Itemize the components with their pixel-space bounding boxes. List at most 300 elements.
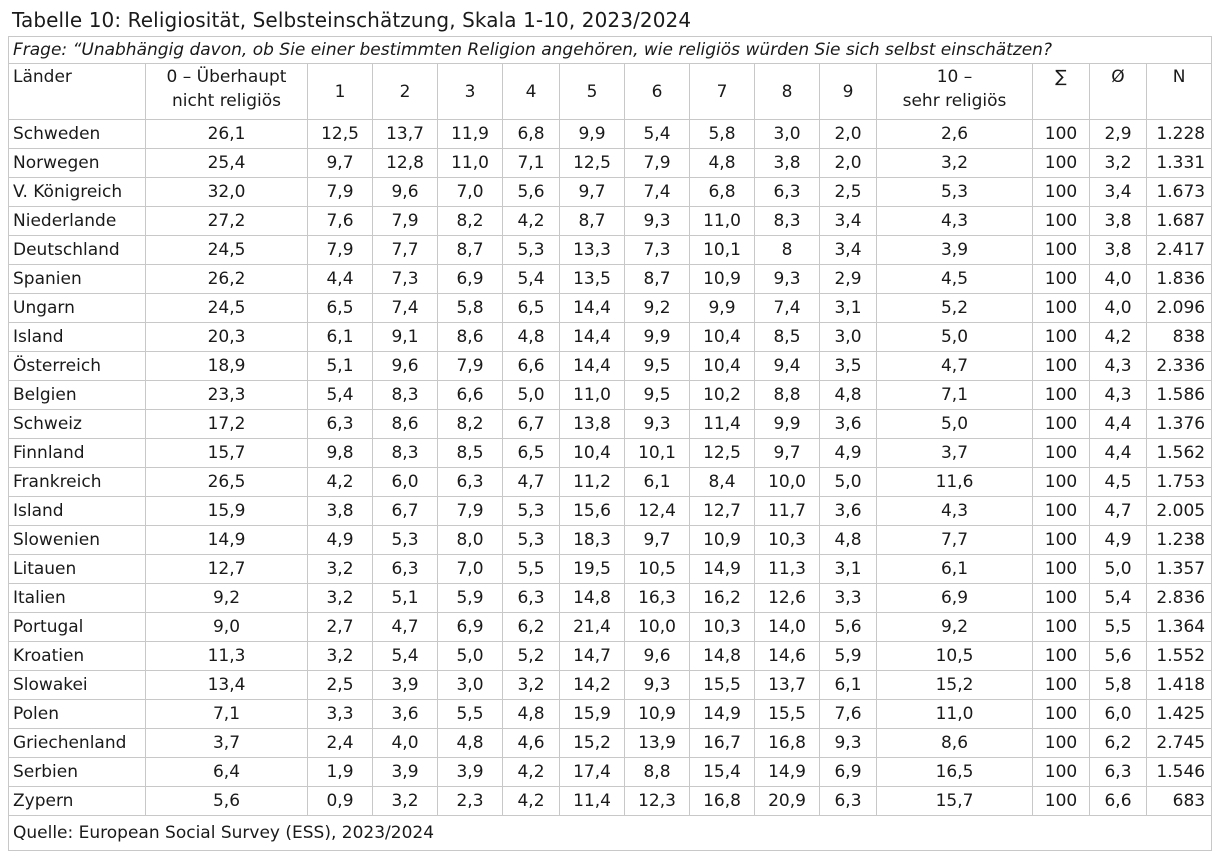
cell-scale-10: 15,2	[877, 671, 1033, 700]
cell-scale-10: 4,3	[877, 207, 1033, 236]
header-sum: ∑	[1033, 64, 1090, 120]
cell-scale-10: 4,5	[877, 265, 1033, 294]
cell-scale-8: 20,9	[755, 787, 820, 816]
table-body	[9, 120, 1212, 816]
cell-scale-3: 11,9	[438, 120, 503, 149]
cell-scale-4: 5,0	[503, 381, 560, 410]
cell-n: 1.228	[1147, 120, 1212, 149]
cell-average: 4,2	[1090, 323, 1147, 352]
cell-average: 2,9	[1090, 120, 1147, 149]
cell-scale-6: 8,7	[625, 265, 690, 294]
cell-average: 4,4	[1090, 410, 1147, 439]
cell-scale-0: 9,0	[146, 613, 308, 642]
cell-scale-6: 9,3	[625, 410, 690, 439]
cell-scale-1: 6,3	[308, 410, 373, 439]
cell-scale-7: 12,7	[690, 497, 755, 526]
cell-scale-3: 5,0	[438, 642, 503, 671]
cell-scale-8: 15,5	[755, 700, 820, 729]
cell-scale-4: 4,2	[503, 207, 560, 236]
header-scale-1: 1	[308, 64, 373, 120]
cell-scale-2: 13,7	[373, 120, 438, 149]
cell-scale-9: 2,0	[820, 120, 877, 149]
table-row	[9, 439, 1212, 468]
cell-scale-4: 5,2	[503, 642, 560, 671]
cell-average: 3,2	[1090, 149, 1147, 178]
cell-scale-3: 5,5	[438, 700, 503, 729]
cell-scale-4: 4,6	[503, 729, 560, 758]
cell-scale-4: 6,2	[503, 613, 560, 642]
table-row	[9, 207, 1212, 236]
cell-scale-2: 9,6	[373, 178, 438, 207]
document	[8, 6, 1206, 851]
cell-scale-1: 7,9	[308, 178, 373, 207]
cell-scale-1: 2,4	[308, 729, 373, 758]
cell-sum: 100	[1033, 410, 1090, 439]
cell-scale-7: 10,2	[690, 381, 755, 410]
cell-sum: 100	[1033, 352, 1090, 381]
cell-n: 1.836	[1147, 265, 1212, 294]
cell-scale-3: 8,2	[438, 207, 503, 236]
cell-scale-5: 14,4	[560, 323, 625, 352]
cell-scale-7: 4,8	[690, 149, 755, 178]
cell-average: 3,4	[1090, 178, 1147, 207]
cell-scale-5: 14,4	[560, 294, 625, 323]
cell-scale-6: 9,2	[625, 294, 690, 323]
cell-scale-5: 14,4	[560, 352, 625, 381]
cell-scale-1: 7,6	[308, 207, 373, 236]
cell-scale-7: 11,0	[690, 207, 755, 236]
cell-average: 4,4	[1090, 439, 1147, 468]
cell-scale-10: 5,3	[877, 178, 1033, 207]
cell-scale-2: 4,7	[373, 613, 438, 642]
cell-scale-3: 8,2	[438, 410, 503, 439]
cell-scale-7: 12,5	[690, 439, 755, 468]
cell-scale-5: 10,4	[560, 439, 625, 468]
cell-country: Polen	[9, 700, 146, 729]
table-row	[9, 758, 1212, 787]
cell-scale-0: 24,5	[146, 294, 308, 323]
cell-scale-2: 9,6	[373, 352, 438, 381]
cell-scale-8: 14,0	[755, 613, 820, 642]
cell-scale-3: 6,9	[438, 613, 503, 642]
cell-scale-1: 3,2	[308, 555, 373, 584]
cell-scale-2: 3,2	[373, 787, 438, 816]
cell-average: 5,4	[1090, 584, 1147, 613]
cell-scale-7: 16,7	[690, 729, 755, 758]
cell-country: Frankreich	[9, 468, 146, 497]
cell-sum: 100	[1033, 642, 1090, 671]
header-scale-2: 2	[373, 64, 438, 120]
cell-scale-8: 9,3	[755, 265, 820, 294]
cell-scale-5: 9,7	[560, 178, 625, 207]
cell-scale-6: 9,5	[625, 381, 690, 410]
cell-scale-4: 6,5	[503, 439, 560, 468]
cell-scale-9: 7,6	[820, 700, 877, 729]
cell-scale-0: 26,2	[146, 265, 308, 294]
cell-average: 4,7	[1090, 497, 1147, 526]
cell-n: 1.357	[1147, 555, 1212, 584]
cell-sum: 100	[1033, 700, 1090, 729]
cell-scale-6: 5,4	[625, 120, 690, 149]
cell-scale-4: 6,8	[503, 120, 560, 149]
header-scale-4: 4	[503, 64, 560, 120]
cell-scale-0: 24,5	[146, 236, 308, 265]
cell-scale-0: 32,0	[146, 178, 308, 207]
cell-n: 1.586	[1147, 381, 1212, 410]
table-row	[9, 381, 1212, 410]
cell-scale-8: 10,0	[755, 468, 820, 497]
cell-scale-1: 6,1	[308, 323, 373, 352]
cell-scale-6: 8,8	[625, 758, 690, 787]
cell-n: 1.418	[1147, 671, 1212, 700]
cell-scale-9: 3,3	[820, 584, 877, 613]
cell-scale-9: 2,0	[820, 149, 877, 178]
cell-scale-4: 3,2	[503, 671, 560, 700]
cell-scale-10: 7,1	[877, 381, 1033, 410]
cell-scale-8: 14,9	[755, 758, 820, 787]
cell-scale-2: 5,4	[373, 642, 438, 671]
cell-scale-5: 15,6	[560, 497, 625, 526]
cell-scale-8: 9,9	[755, 410, 820, 439]
cell-scale-2: 7,4	[373, 294, 438, 323]
cell-country: Griechenland	[9, 729, 146, 758]
cell-scale-3: 5,9	[438, 584, 503, 613]
cell-average: 6,2	[1090, 729, 1147, 758]
cell-scale-8: 13,7	[755, 671, 820, 700]
cell-scale-4: 5,5	[503, 555, 560, 584]
cell-scale-10: 3,9	[877, 236, 1033, 265]
cell-sum: 100	[1033, 265, 1090, 294]
cell-sum: 100	[1033, 323, 1090, 352]
cell-scale-4: 5,3	[503, 497, 560, 526]
cell-scale-6: 10,9	[625, 700, 690, 729]
cell-scale-0: 18,9	[146, 352, 308, 381]
cell-scale-1: 5,1	[308, 352, 373, 381]
cell-scale-3: 7,0	[438, 555, 503, 584]
cell-n: 1.331	[1147, 149, 1212, 178]
cell-country: Slowenien	[9, 526, 146, 555]
cell-n: 1.376	[1147, 410, 1212, 439]
cell-scale-3: 6,9	[438, 265, 503, 294]
cell-scale-8: 3,0	[755, 120, 820, 149]
cell-scale-10: 8,6	[877, 729, 1033, 758]
cell-sum: 100	[1033, 526, 1090, 555]
cell-scale-5: 11,4	[560, 787, 625, 816]
cell-sum: 100	[1033, 178, 1090, 207]
cell-average: 5,0	[1090, 555, 1147, 584]
cell-scale-10: 3,7	[877, 439, 1033, 468]
cell-scale-5: 18,3	[560, 526, 625, 555]
cell-scale-6: 10,5	[625, 555, 690, 584]
table-row	[9, 555, 1212, 584]
cell-scale-0: 7,1	[146, 700, 308, 729]
cell-country: Zypern	[9, 787, 146, 816]
cell-average: 3,8	[1090, 236, 1147, 265]
cell-scale-7: 8,4	[690, 468, 755, 497]
cell-scale-5: 19,5	[560, 555, 625, 584]
cell-scale-2: 7,3	[373, 265, 438, 294]
cell-scale-4: 4,7	[503, 468, 560, 497]
cell-scale-1: 3,2	[308, 584, 373, 613]
cell-n: 2.745	[1147, 729, 1212, 758]
cell-scale-2: 3,6	[373, 700, 438, 729]
cell-scale-1: 4,9	[308, 526, 373, 555]
cell-scale-1: 6,5	[308, 294, 373, 323]
cell-scale-5: 15,9	[560, 700, 625, 729]
cell-scale-2: 12,8	[373, 149, 438, 178]
header-n: N	[1147, 64, 1212, 120]
cell-scale-0: 26,5	[146, 468, 308, 497]
table-row	[9, 323, 1212, 352]
cell-scale-1: 3,8	[308, 497, 373, 526]
cell-scale-7: 6,8	[690, 178, 755, 207]
cell-country: Kroatien	[9, 642, 146, 671]
cell-n: 2.005	[1147, 497, 1212, 526]
cell-n: 1.425	[1147, 700, 1212, 729]
cell-scale-2: 3,9	[373, 758, 438, 787]
cell-scale-9: 4,8	[820, 381, 877, 410]
cell-sum: 100	[1033, 468, 1090, 497]
cell-sum: 100	[1033, 207, 1090, 236]
table-row	[9, 613, 1212, 642]
header-scale-3: 3	[438, 64, 503, 120]
cell-scale-9: 2,9	[820, 265, 877, 294]
cell-n: 1.364	[1147, 613, 1212, 642]
table-row	[9, 642, 1212, 671]
cell-scale-6: 12,3	[625, 787, 690, 816]
cell-scale-9: 3,4	[820, 236, 877, 265]
header-scale-5: 5	[560, 64, 625, 120]
cell-scale-3: 8,6	[438, 323, 503, 352]
cell-scale-9: 3,5	[820, 352, 877, 381]
cell-scale-7: 10,4	[690, 323, 755, 352]
cell-scale-5: 17,4	[560, 758, 625, 787]
cell-scale-6: 9,6	[625, 642, 690, 671]
cell-scale-4: 4,2	[503, 787, 560, 816]
cell-scale-9: 3,6	[820, 497, 877, 526]
cell-scale-9: 3,4	[820, 207, 877, 236]
cell-scale-1: 9,8	[308, 439, 373, 468]
cell-scale-0: 5,6	[146, 787, 308, 816]
cell-country: Ungarn	[9, 294, 146, 323]
cell-n: 838	[1147, 323, 1212, 352]
cell-scale-7: 11,4	[690, 410, 755, 439]
cell-scale-8: 11,3	[755, 555, 820, 584]
cell-scale-6: 9,3	[625, 671, 690, 700]
cell-scale-7: 14,8	[690, 642, 755, 671]
cell-n: 2.336	[1147, 352, 1212, 381]
header-scale-6: 6	[625, 64, 690, 120]
cell-scale-8: 10,3	[755, 526, 820, 555]
cell-scale-2: 9,1	[373, 323, 438, 352]
cell-sum: 100	[1033, 613, 1090, 642]
header-scale-0-line1: 0 – Überhaupt	[166, 67, 287, 87]
cell-scale-6: 9,9	[625, 323, 690, 352]
cell-sum: 100	[1033, 758, 1090, 787]
cell-country: Litauen	[9, 555, 146, 584]
cell-scale-6: 9,3	[625, 207, 690, 236]
cell-scale-5: 13,5	[560, 265, 625, 294]
table-row	[9, 700, 1212, 729]
header-scale-0-line2: nicht religiös	[172, 91, 281, 111]
cell-scale-6: 7,4	[625, 178, 690, 207]
cell-scale-4: 6,7	[503, 410, 560, 439]
cell-scale-0: 6,4	[146, 758, 308, 787]
cell-n: 2.836	[1147, 584, 1212, 613]
cell-scale-10: 2,6	[877, 120, 1033, 149]
cell-scale-9: 3,6	[820, 410, 877, 439]
cell-scale-3: 8,5	[438, 439, 503, 468]
cell-n: 1.687	[1147, 207, 1212, 236]
cell-country: Norwegen	[9, 149, 146, 178]
cell-scale-0: 14,9	[146, 526, 308, 555]
cell-country: V. Königreich	[9, 178, 146, 207]
cell-country: Portugal	[9, 613, 146, 642]
cell-scale-4: 5,6	[503, 178, 560, 207]
cell-scale-7: 10,1	[690, 236, 755, 265]
table-row	[9, 352, 1212, 381]
cell-sum: 100	[1033, 120, 1090, 149]
cell-scale-10: 10,5	[877, 642, 1033, 671]
cell-n: 2.417	[1147, 236, 1212, 265]
cell-scale-10: 5,0	[877, 410, 1033, 439]
cell-scale-10: 4,3	[877, 497, 1033, 526]
cell-average: 3,8	[1090, 207, 1147, 236]
cell-scale-3: 6,6	[438, 381, 503, 410]
table-row	[9, 729, 1212, 758]
cell-scale-4: 6,6	[503, 352, 560, 381]
table-row	[9, 236, 1212, 265]
cell-scale-3: 5,8	[438, 294, 503, 323]
header-average: Ø	[1090, 64, 1147, 120]
cell-scale-5: 12,5	[560, 149, 625, 178]
cell-scale-7: 9,9	[690, 294, 755, 323]
cell-scale-0: 17,2	[146, 410, 308, 439]
cell-scale-0: 26,1	[146, 120, 308, 149]
cell-sum: 100	[1033, 555, 1090, 584]
cell-scale-8: 16,8	[755, 729, 820, 758]
cell-scale-3: 7,9	[438, 497, 503, 526]
cell-scale-8: 3,8	[755, 149, 820, 178]
cell-scale-6: 13,9	[625, 729, 690, 758]
cell-scale-5: 15,2	[560, 729, 625, 758]
cell-scale-6: 9,5	[625, 352, 690, 381]
cell-sum: 100	[1033, 671, 1090, 700]
table-row	[9, 178, 1212, 207]
cell-average: 4,0	[1090, 294, 1147, 323]
cell-scale-6: 7,9	[625, 149, 690, 178]
cell-scale-2: 8,6	[373, 410, 438, 439]
cell-scale-10: 16,5	[877, 758, 1033, 787]
cell-n: 1.562	[1147, 439, 1212, 468]
cell-scale-8: 8	[755, 236, 820, 265]
cell-scale-10: 9,2	[877, 613, 1033, 642]
cell-scale-3: 7,0	[438, 178, 503, 207]
cell-scale-9: 9,3	[820, 729, 877, 758]
cell-scale-7: 10,3	[690, 613, 755, 642]
cell-scale-0: 15,7	[146, 439, 308, 468]
header-scale-8: 8	[755, 64, 820, 120]
cell-scale-3: 6,3	[438, 468, 503, 497]
cell-country: Island	[9, 323, 146, 352]
cell-scale-1: 2,5	[308, 671, 373, 700]
cell-scale-1: 12,5	[308, 120, 373, 149]
table-row	[9, 149, 1212, 178]
source-row	[9, 816, 1212, 851]
header-scale-10	[877, 64, 1033, 120]
cell-country: Finnland	[9, 439, 146, 468]
cell-sum: 100	[1033, 497, 1090, 526]
cell-scale-4: 4,8	[503, 323, 560, 352]
cell-sum: 100	[1033, 294, 1090, 323]
cell-scale-0: 23,3	[146, 381, 308, 410]
cell-country: Österreich	[9, 352, 146, 381]
cell-scale-1: 9,7	[308, 149, 373, 178]
cell-scale-3: 7,9	[438, 352, 503, 381]
cell-average: 5,8	[1090, 671, 1147, 700]
cell-scale-5: 14,8	[560, 584, 625, 613]
cell-scale-7: 15,4	[690, 758, 755, 787]
cell-scale-4: 6,3	[503, 584, 560, 613]
cell-average: 6,6	[1090, 787, 1147, 816]
cell-scale-0: 12,7	[146, 555, 308, 584]
cell-scale-4: 6,5	[503, 294, 560, 323]
question-row	[9, 37, 1212, 64]
cell-average: 4,9	[1090, 526, 1147, 555]
cell-scale-8: 7,4	[755, 294, 820, 323]
cell-country: Schweden	[9, 120, 146, 149]
cell-scale-10: 15,7	[877, 787, 1033, 816]
header-country: Länder	[9, 64, 146, 120]
cell-country: Belgien	[9, 381, 146, 410]
cell-scale-2: 8,3	[373, 439, 438, 468]
cell-scale-1: 4,2	[308, 468, 373, 497]
table-row	[9, 584, 1212, 613]
cell-scale-4: 4,2	[503, 758, 560, 787]
cell-scale-10: 4,7	[877, 352, 1033, 381]
cell-scale-10: 7,7	[877, 526, 1033, 555]
cell-scale-2: 5,1	[373, 584, 438, 613]
cell-scale-7: 5,8	[690, 120, 755, 149]
cell-sum: 100	[1033, 381, 1090, 410]
cell-scale-6: 16,3	[625, 584, 690, 613]
cell-scale-6: 12,4	[625, 497, 690, 526]
cell-scale-8: 11,7	[755, 497, 820, 526]
cell-average: 4,3	[1090, 352, 1147, 381]
cell-scale-4: 5,4	[503, 265, 560, 294]
cell-scale-3: 3,9	[438, 758, 503, 787]
question-text: Frage: “Unabhängig davon, ob Sie einer bestimmten Religion angehören, wie religiös würden Sie sich selbst einschätzen?	[9, 37, 1212, 64]
cell-average: 5,5	[1090, 613, 1147, 642]
cell-sum: 100	[1033, 787, 1090, 816]
cell-scale-2: 6,0	[373, 468, 438, 497]
cell-scale-8: 9,7	[755, 439, 820, 468]
table-row	[9, 120, 1212, 149]
table-row	[9, 526, 1212, 555]
cell-scale-2: 5,3	[373, 526, 438, 555]
cell-scale-0: 27,2	[146, 207, 308, 236]
cell-scale-0: 20,3	[146, 323, 308, 352]
cell-scale-10: 3,2	[877, 149, 1033, 178]
cell-scale-3: 11,0	[438, 149, 503, 178]
cell-average: 6,0	[1090, 700, 1147, 729]
cell-n: 1.753	[1147, 468, 1212, 497]
cell-scale-9: 6,1	[820, 671, 877, 700]
cell-scale-0: 13,4	[146, 671, 308, 700]
cell-sum: 100	[1033, 149, 1090, 178]
cell-scale-5: 14,7	[560, 642, 625, 671]
cell-scale-2: 6,3	[373, 555, 438, 584]
